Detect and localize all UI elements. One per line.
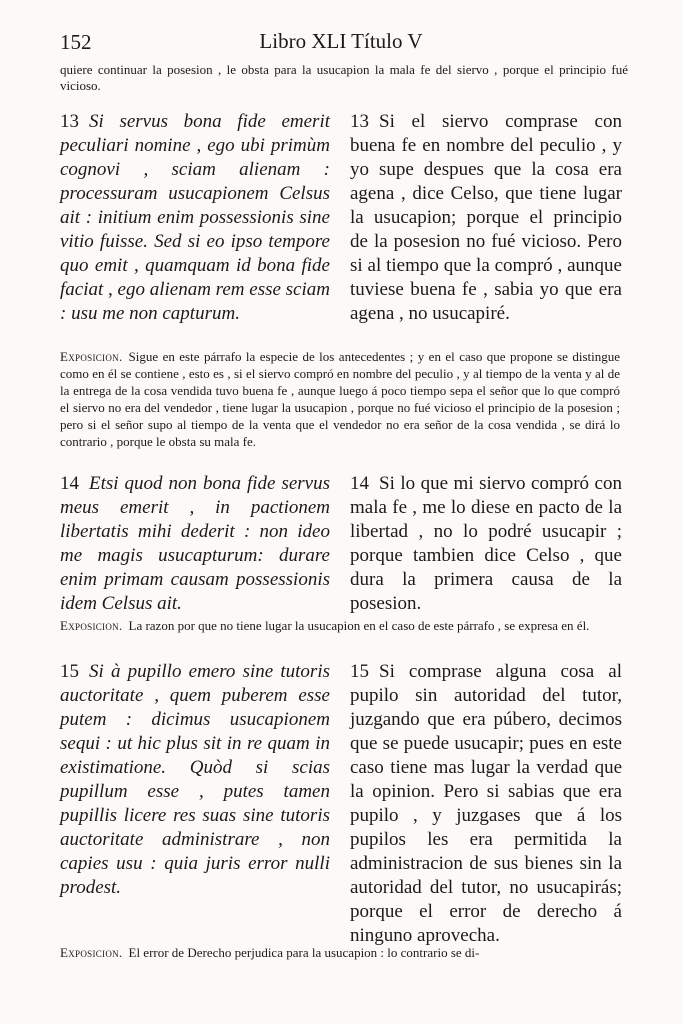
- page-number: 152: [60, 30, 92, 54]
- paragraph-number: 13: [350, 111, 369, 132]
- latin-text: Etsi quod non bona fide servus meus emerit , in pactionem libertatis mihi dederit : non ideo me magis usucapturum: durare enim primam causam possessionis idem Celsus ait.: [60, 473, 330, 614]
- running-title: Libro XLI Título V: [259, 29, 423, 53]
- paragraph-number: 15: [60, 661, 79, 682]
- spanish-paragraph-13: [350, 110, 622, 326]
- latin-paragraph-13: [60, 110, 330, 326]
- paragraph-number: 15: [350, 661, 369, 682]
- latin-paragraph-15: [60, 660, 330, 900]
- exposition-label: Exposicion.: [60, 945, 123, 960]
- exposition-text: El error de Derecho perjudica para la usucapion : lo contrario se di-: [128, 945, 480, 960]
- latin-text: Si à pupillo emero sine tutoris auctoritate , quem puberem esse putem : dicimus usucapionem sequi : ut hic plus sit in re quam in existimatione. Quòd si scias pupillum esse , putes tamen pupillis licere res suas sine tutoris auctoritate administrare , non capies usu : quia juris error nulli prodest.: [60, 661, 330, 898]
- paragraph-number: 13: [60, 111, 79, 132]
- exposition-13: [60, 348, 620, 450]
- exposition-14: [60, 617, 620, 634]
- paragraph-number: 14: [350, 473, 369, 494]
- spanish-text: Si comprase alguna cosa al pupilo sin autoridad del tutor, juzgando que era púbero, decimos que se puede usucapir; pues en este caso tiene mas lugar la verdad que la opinion. Pero si sabias que era pupilo , y juzgases que á los pupilos les era permitida la administracion de sus bienes sin la autoridad del tutor, no usucapirás; porque el error de derecho á ninguno aprovecha.: [350, 661, 622, 946]
- latin-text: Si servus bona fide emerit peculiari nomine , ego ubi primùm cognovi , sciam alienam : processuram usucapionem Celsus ait : initium enim possessionis sine vitio fuisse. Sed si eo ipso tempore quo emit , quamquam id bona fide faciat , ego alienam rem esse sciam : usu me non capturum.: [60, 111, 330, 324]
- continuation-text: quiere continuar la posesion , le obsta para la usucapion la mala fe del siervo , porque el principio fué vicioso.: [60, 62, 628, 93]
- exposition-label: Exposicion.: [60, 618, 123, 633]
- exposition-15: [60, 944, 620, 961]
- spanish-paragraph-14: [350, 472, 622, 616]
- exposition-label: Exposicion.: [60, 349, 123, 364]
- spanish-text: Si el siervo comprase con buena fe en nombre del peculio , y yo supe despues que la cosa era agena , dice Celso, que tiene lugar la usucapion; porque el principio de la posesion no fué vicioso. Pero si al tiempo que la compró , aunque tuviese buena fe , sabia yo que era agena , no usucapiré.: [350, 111, 622, 324]
- exposition-text: Sigue en este párrafo la especie de los antecedentes ; y en el caso que propone se distingue como en él se contiene , esto es , si el siervo compró en nombre del peculio , y al tiempo de la venta y al de la entrega de la cosa vendida tuvo buena fe , aunque luego á poco tiempo sepa el señor que lo que compró el siervo no era del vendedor , tiene lugar la usucapion , porque no fué vicioso el principio de la posesion ; pero si el señor supo al tiempo de la venta que el vendedor no era señor de la cosa vendida , se dirá lo contrario , porque le obsta su mala fe.: [60, 349, 620, 449]
- exposition-text: La razon por que no tiene lugar la usucapion en el caso de este párrafo , se expresa en él.: [128, 618, 590, 633]
- spanish-paragraph-15: [350, 660, 622, 948]
- latin-paragraph-14: [60, 472, 330, 616]
- spanish-text: Si lo que mi siervo compró con mala fe , me lo diese en pacto de la libertad , no lo podré usucapir ; porque tambien dice Celso , que dura la primera causa de la posesion.: [350, 473, 622, 614]
- paragraph-number: 14: [60, 473, 79, 494]
